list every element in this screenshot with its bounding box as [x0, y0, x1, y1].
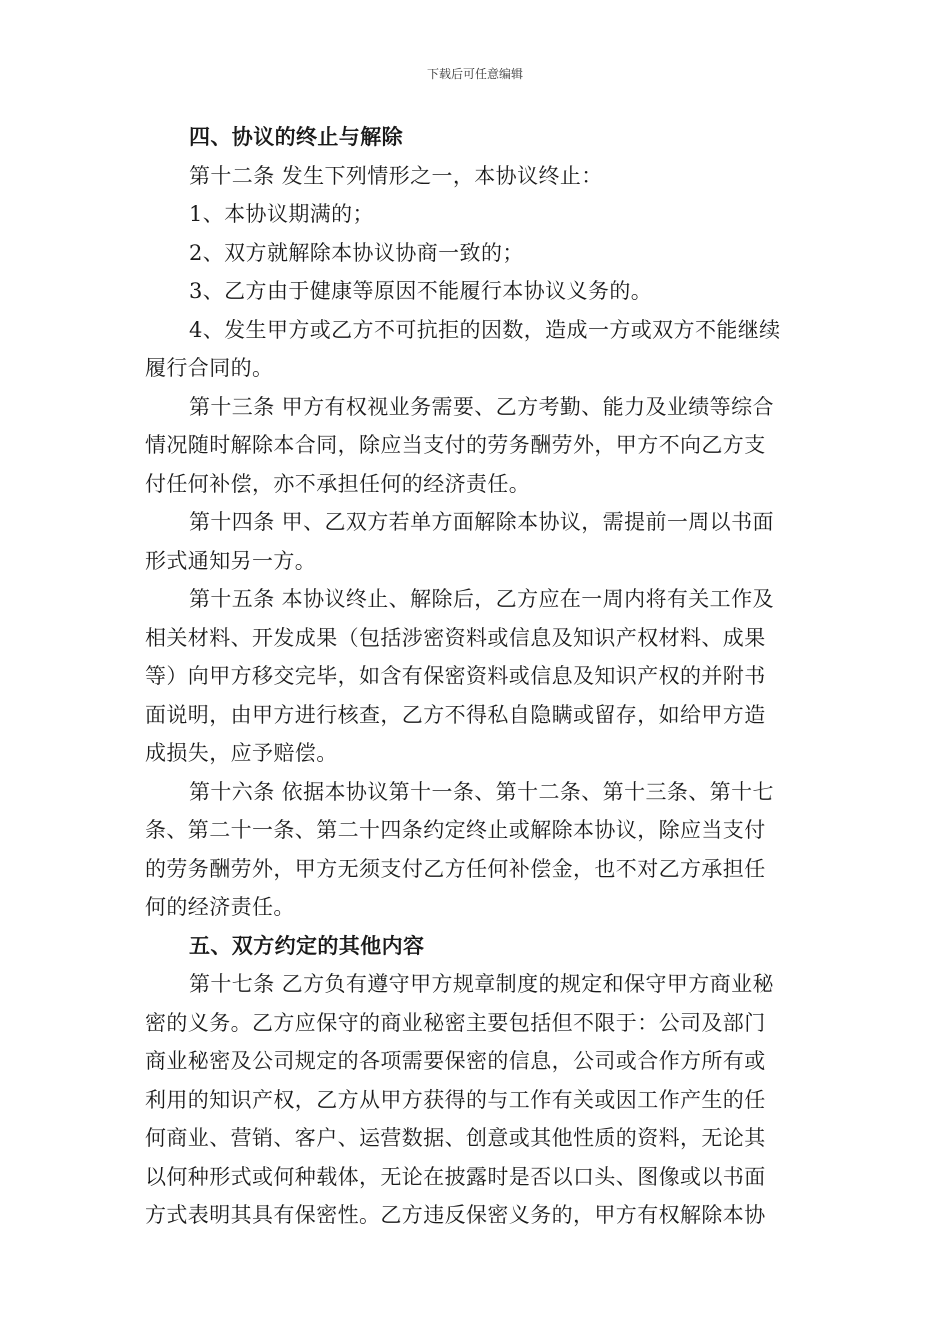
text-line: 条、第二十一条、第二十四条约定终止或解除本协议，除应当支付 [145, 818, 766, 842]
text-line: 以何种形式或何种载体，无论在披露时是否以口头、图像或以书面 [145, 1164, 766, 1189]
text-line: 面说明，由甲方进行核查，乙方不得私自隐瞒或留存，如给甲方造 [145, 702, 766, 727]
section-heading: 五、双方约定的其他内容 [189, 933, 425, 958]
section-heading: 四、协议的终止与解除 [189, 125, 403, 149]
text-line: 相关材料、开发成果（包括涉密资料或信息及知识产权材料、成果 [145, 625, 766, 650]
text-line: 的劳务酬劳外，甲方无须支付乙方任何补偿金，也不对乙方承担任 [145, 856, 766, 881]
text-line: 方式表明其具有保密性。乙方违反保密义务的，甲方有权解除本协 [145, 1203, 766, 1227]
text-line: 成损失，应予赔偿。 [145, 741, 338, 765]
text-line: 第十四条 甲、乙双方若单方面解除本协议，需提前一周以书面 [189, 510, 774, 534]
text-line: 利用的知识产权，乙方从甲方获得的与工作有关或因工作产生的任 [145, 1087, 766, 1112]
text-line: 第十三条 甲方有权视业务需要、乙方考勤、能力及业绩等综合 [189, 394, 774, 419]
document-body [145, 118, 805, 1235]
text-line: 第十二条 发生下列情形之一，本协议终止： [189, 163, 603, 188]
text-line: 何商业、营销、客户、运营数据、创意或其他性质的资料，无论其 [145, 1126, 766, 1150]
text-line: 等）向甲方移交完毕，如含有保密资料或信息及知识产权的并附书 [145, 664, 766, 688]
text-line: 履行合同的。 [145, 356, 274, 380]
text-line: 第十五条 本协议终止、解除后，乙方应在一周内将有关工作及 [189, 587, 774, 611]
text-line: 情况随时解除本合同，除应当支付的劳务酬劳外，甲方不向乙方支 [145, 433, 766, 457]
text-line: 形式通知另一方。 [145, 548, 317, 573]
text-line: 密的义务。乙方应保守的商业秘密主要包括但不限于：公司及部门 [145, 1010, 766, 1035]
text-line: 商业秘密及公司规定的各项需要保密的信息，公司或合作方所有或 [145, 1049, 766, 1073]
text-line: 何的经济责任。 [145, 895, 295, 919]
text-line: 第十六条 依据本协议第十一条、第十二条、第十三条、第十七 [189, 779, 774, 804]
text-line: 第十七条 乙方负有遵守甲方规章制度的规定和保守甲方商业秘 [189, 972, 774, 996]
text-line: 3、乙方由于健康等原因不能履行本协议义务的。 [189, 279, 653, 303]
text-line: 1、本协议期满的； [189, 202, 374, 226]
text-line: 4、发生甲方或乙方不可抗拒的因数，造成一方或双方不能继续 [189, 317, 781, 342]
text-line: 2、双方就解除本协议协商一致的； [189, 240, 524, 265]
text-line: 付任何补偿，亦不承担任何的经济责任。 [145, 471, 531, 496]
page-header: 下载后可任意编辑 [426, 67, 523, 81]
